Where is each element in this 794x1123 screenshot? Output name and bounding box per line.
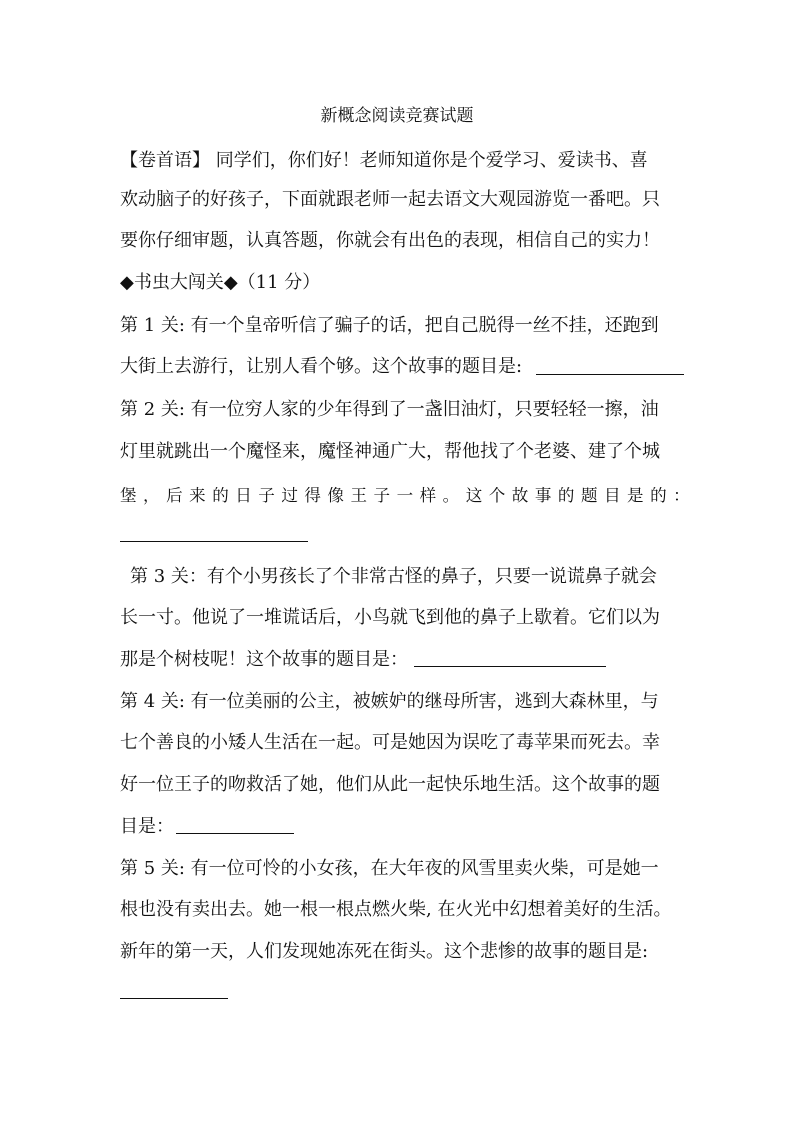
question-3-line-2: 长一寸。他说了一堆谎话后，小鸟就飞到他的鼻子上歇着。它们以为 xyxy=(120,607,660,628)
question-2-line-1: 第 2 关: 有一位穷人家的少年得到了一盏旧油灯，只要轻轻一擦，油 xyxy=(120,399,659,420)
answer-blank-1[interactable] xyxy=(536,374,684,375)
question-2-line-2: 灯里就跳出一个魔怪来，魔怪神通广大，帮他找了个老婆、建了个城 xyxy=(120,441,660,462)
question-3-line-3: 那是个树枝呢！这个故事的题目是： xyxy=(120,649,408,670)
answer-blank-5[interactable] xyxy=(120,998,228,999)
answer-blank-3[interactable] xyxy=(414,666,606,667)
question-5-line-3: 新年的第一天，人们发现她冻死在街头。这个悲惨的故事的题目是: xyxy=(120,941,649,962)
question-1-line-2: 大街上去游行，让别人看个够。这个故事的题目是: xyxy=(120,356,523,377)
page-title: 新概念阅读竞赛试题 xyxy=(320,106,474,126)
intro-line-3: 要你仔细审题，认真答题，你就会有出色的表现，相信自己的实力！ xyxy=(120,230,660,251)
question-1-line-1: 第 1 关: 有一个皇帝听信了骗子的话，把自己脱得一丝不挂，还跑到 xyxy=(120,315,659,336)
intro-line-2: 欢动脑子的好孩子，下面就跟老师一起去语文大观园游览一番吧。只 xyxy=(120,189,660,210)
section-heading: ◆书虫大闯关◆（11 分） xyxy=(120,272,321,293)
question-4-line-2: 七个善良的小矮人生活在一起。可是她因为误吃了毒苹果而死去。幸 xyxy=(120,732,660,753)
question-4-line-1: 第 4 关: 有一位美丽的公主，被嫉妒的继母所害，逃到大森林里，与 xyxy=(120,691,659,712)
answer-blank-2[interactable] xyxy=(120,541,308,542)
answer-blank-4[interactable] xyxy=(176,833,294,834)
question-5-line-2: 根也没有卖出去。她一根一根点燃火柴, 在火光中幻想着美好的生活。 xyxy=(120,899,672,920)
question-4-line-3: 好一位王子的吻救活了她，他们从此一起快乐地生活。这个故事的题 xyxy=(120,774,660,795)
question-2-line-3: 堡，后来的日子过得像王子一样。这个故事的题目是的： xyxy=(120,486,697,505)
question-5-line-1: 第 5 关: 有一位可怜的小女孩，在大年夜的风雪里卖火柴，可是她一 xyxy=(120,858,659,879)
question-4-line-4: 目是： xyxy=(120,816,174,837)
intro-line-1: 【卷首语】 同学们，你们好！老师知道你是个爱学习、爱读书、喜 xyxy=(120,150,648,171)
question-3-line-1: 第 3 关：有个小男孩长了个非常古怪的鼻子，只要一说谎鼻子就会 xyxy=(130,566,657,587)
